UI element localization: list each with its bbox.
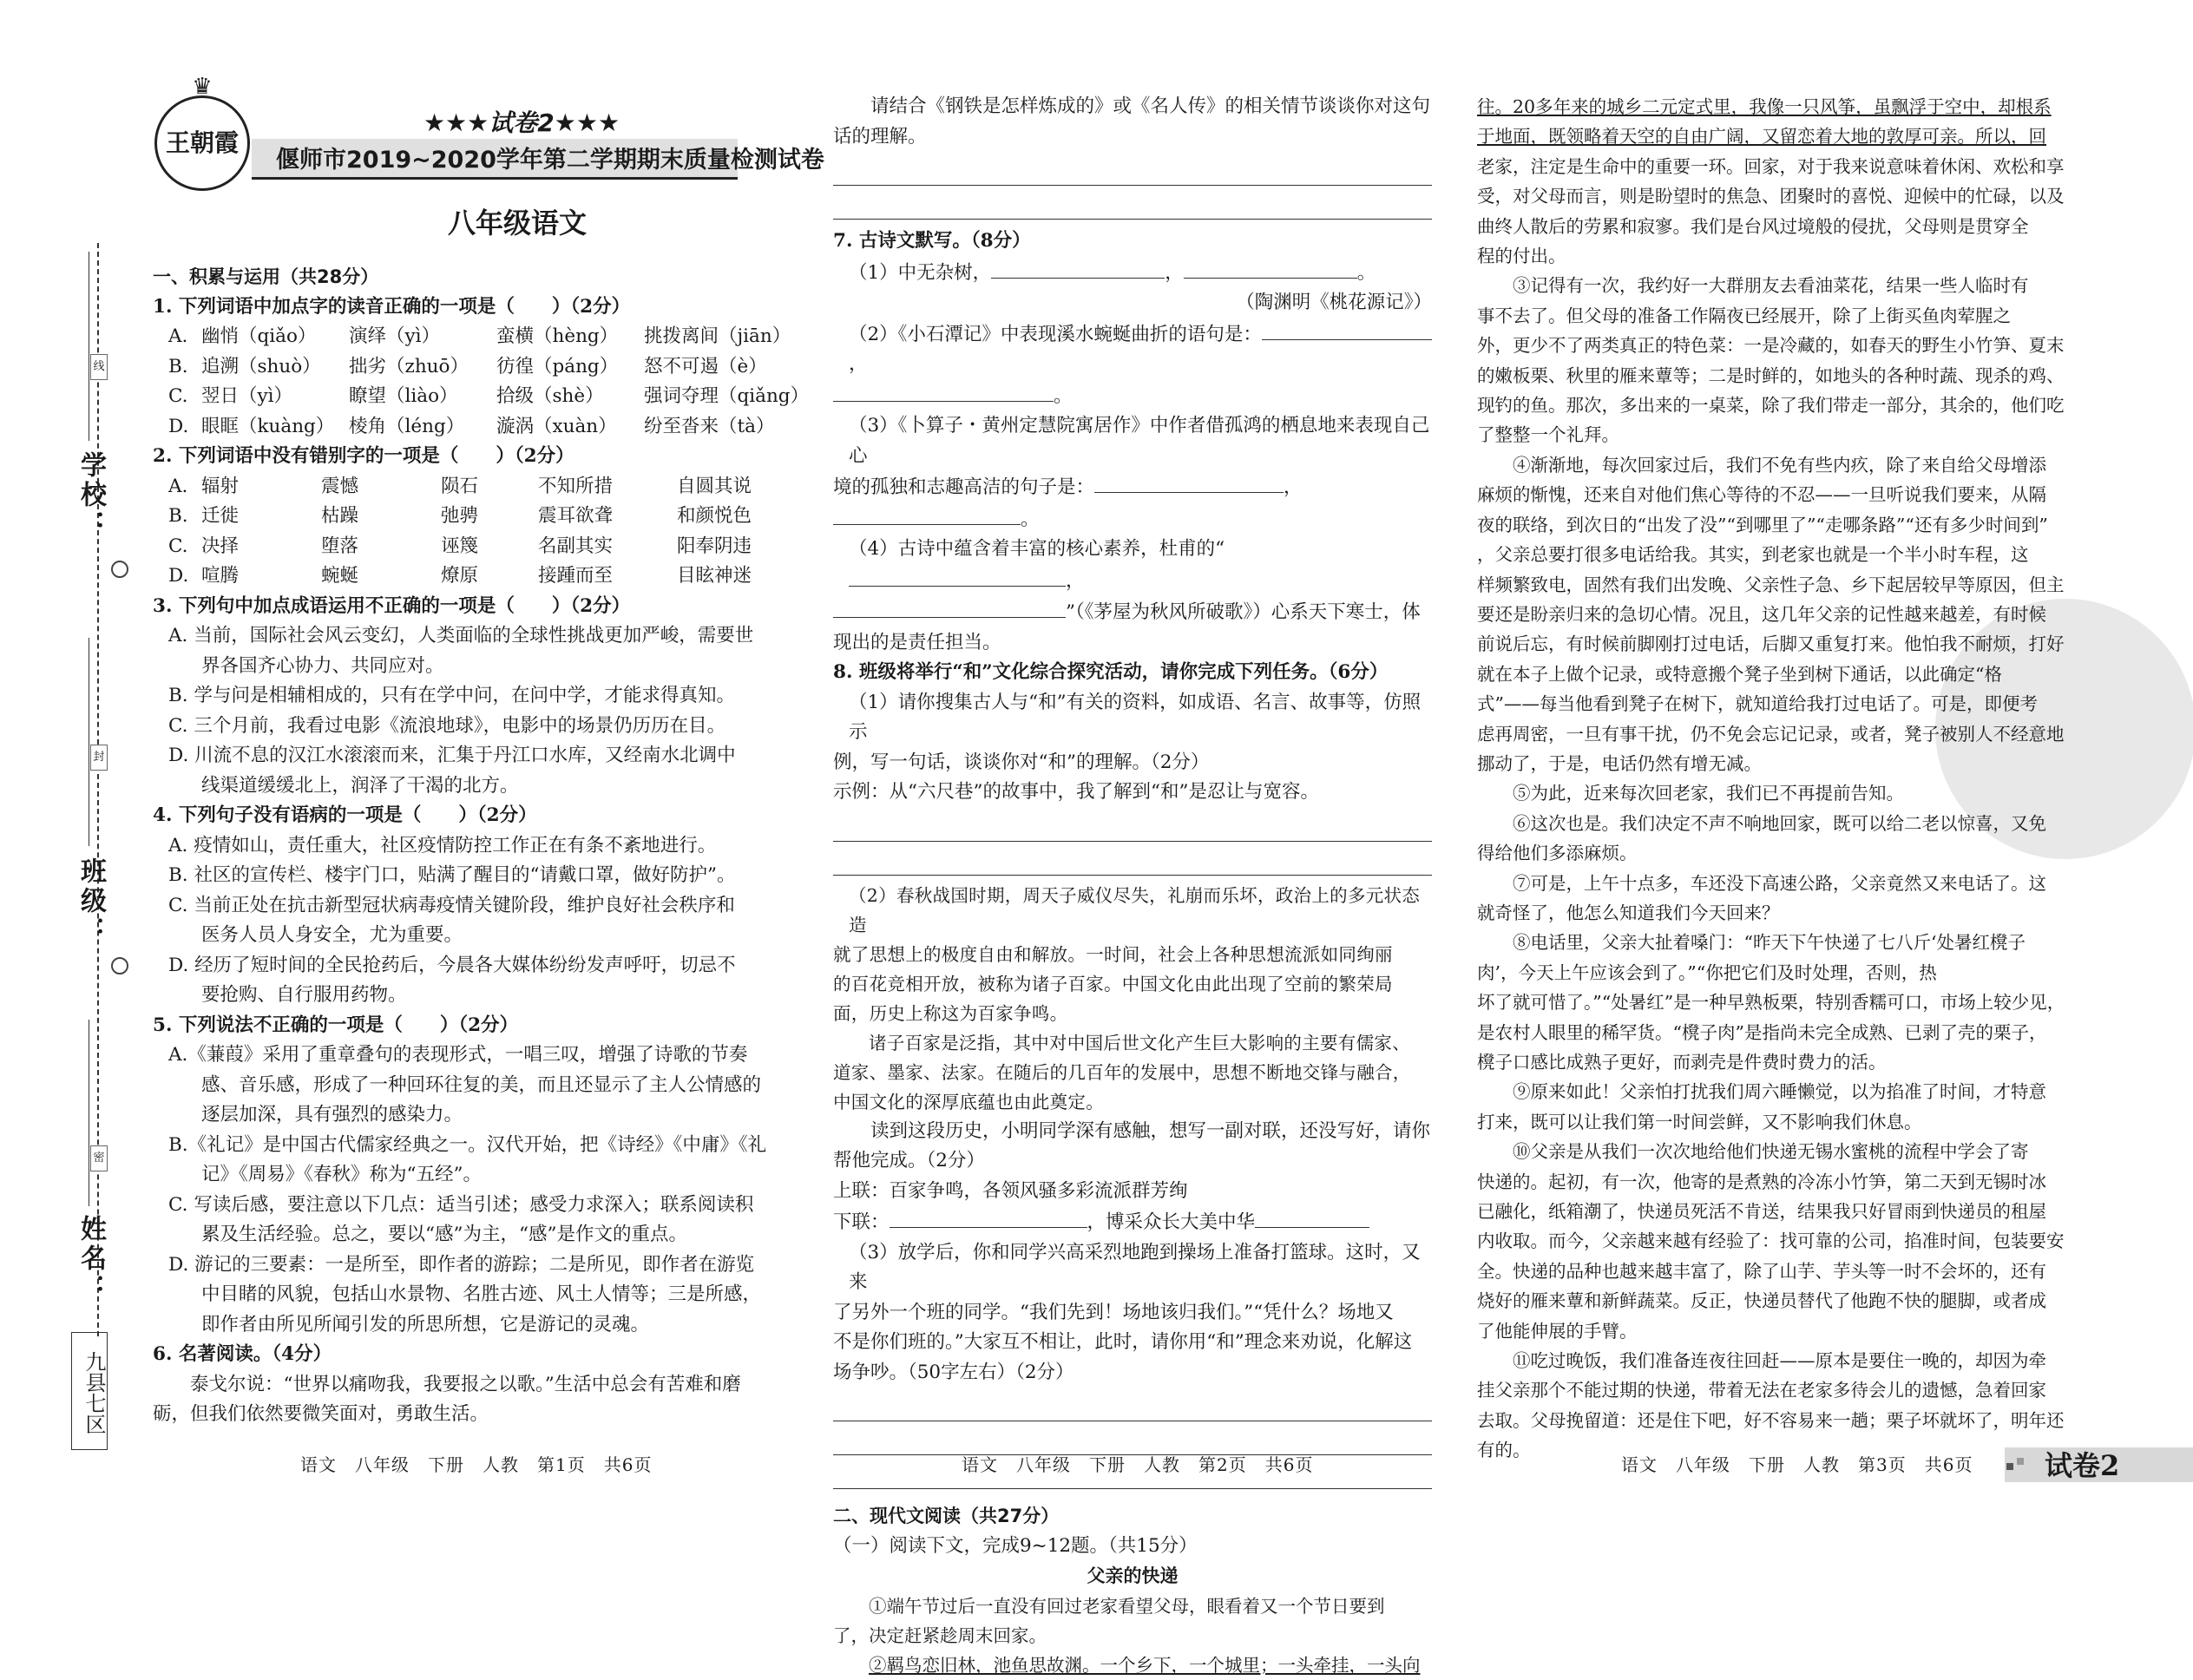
article-line: 挪动了，于是，电话仍然有增无减。: [1477, 752, 1762, 774]
option-word: 自圆其说: [677, 475, 752, 497]
answer-line[interactable]: [833, 186, 1432, 220]
answer-line[interactable]: [833, 808, 1432, 842]
blank-field[interactable]: [890, 1206, 1087, 1228]
article-line: ③记得有一次，我约好一大群朋友去看油菜花，结果一些人临时有: [1513, 275, 2029, 297]
article-line: 了整整一个礼拜。: [1477, 424, 1619, 446]
q3-option-d[interactable]: D. 川流不息的汉江水滚滚而来，汇集于丹江口水库，又经南水北调中: [168, 745, 736, 766]
q3-option-a-cont: 界各国齐心协力、共同应对。: [201, 654, 444, 677]
option-letter: B.: [168, 505, 188, 527]
q4-option-a[interactable]: A. 疫情如山，责任重大，社区疫情防控工作正在有条不紊地进行。: [168, 834, 717, 856]
brand-logo: [154, 74, 250, 191]
article-line: 是农村人眼里的稀罕货。“櫈子肉”是指尚未完全成熟、已剥了壳的栗子，: [1477, 1021, 2047, 1043]
option-word: 枯躁: [321, 505, 359, 527]
article-paragraph: ①端午节过后一直没有回过老家看望父母，眼看着又一个节日要到: [869, 1595, 1385, 1617]
subject-title: 八年级语文: [447, 207, 587, 240]
q8-task-2-text: （2）春秋战国时期，周天子威仪尽失，礼崩而乐坏，政治上的多元状态造: [849, 884, 1421, 935]
article-line: 就奇怪了，他怎么知道我们今天回来？: [1477, 902, 1780, 923]
article-line: 了他能伸展的手臂。: [1477, 1320, 1638, 1342]
q3-option-d-cont: 线渠道缓缓北上，润泽了干渴的北方。: [201, 774, 519, 797]
q1-stem: 1. 下列词语中加点字的读音正确的一项是（ ）（2分）: [153, 295, 631, 318]
q8-task-1: （1）请你搜集古人与“和”有关的资料，如成语、名言、故事等，仿照示: [849, 691, 1422, 743]
q3-option-c[interactable]: C. 三个月前，我看过电影《流浪地球》，电影中的场景仍历历在目。: [168, 714, 726, 737]
q6-prompt: 请结合《钢铁是怎样炼成的》或《名人传》的相关情节谈谈你对这句: [870, 95, 1431, 117]
blank-field[interactable]: [849, 565, 1066, 587]
article-line: ④渐渐地，每次回家过后，我们不免有些内疚，除了来自给父母增添: [1513, 454, 2046, 476]
article-line: 曲终人散后的劳累和寂寥。我们是台风过境般的侵扰，父母则是贯穿全: [1477, 215, 2029, 237]
paper-tag: ★★★试卷2★★★: [423, 108, 620, 137]
option-word: 迁徙: [201, 505, 240, 527]
q5-option-a-cont: 感、音乐感，形成了一种回环往复的美，而且还显示了主人公情感的: [201, 1073, 762, 1096]
q7-item-1-text: （1）中无杂树，: [849, 261, 992, 284]
answer-line[interactable]: [833, 842, 1432, 876]
article-line: 烧好的雁来蕈和新鲜蔬菜。反正，快递员替代了他跑不快的腿脚，或者成: [1477, 1290, 2046, 1312]
article-line: ⑩父亲是从我们一次次地给他们快递无锡水蜜桃的流程中学会了寄: [1513, 1141, 2029, 1163]
article-line: 外，更少不了两类真正的特色菜：一是冷藏的，如春天的野生小竹笋、夏末: [1477, 335, 2065, 357]
q2-option-d[interactable]: [153, 561, 821, 592]
blank-field[interactable]: [833, 380, 1054, 402]
article-line: 已融化，纸箱潮了，快递员死活不肯送，结果我只好冒雨到快递员的租屋: [1477, 1201, 2046, 1223]
article-line: ，父亲总要打很多电话给我。其实，到老家也就是一个半小时车程，这: [1477, 544, 2029, 566]
page-footer-1: 语文 八年级 下册 人教 第1页 共6页: [300, 1454, 653, 1475]
q7-item-4-cont: [833, 596, 1432, 628]
article-line: 内收取。而今，父亲越来越有经验了：找可靠的公司，掐准时间，包装要安: [1477, 1230, 2065, 1252]
article-line: 快递的。起初，有一次，他寄的是煮熟的冷冻小竹笋，第二天到无锡时冰: [1477, 1171, 2046, 1192]
option-word: 震憾: [321, 475, 359, 497]
q8-task-2-text: 就了思想上的极度自由和解放。一时间，社会上各种思想流派如同绚丽: [833, 943, 1393, 965]
option-word: 接踵而至: [538, 565, 614, 587]
article-line: 得给他们多添麻烦。: [1477, 843, 1638, 864]
q7-item-3-text: 境的孤独和志趣高洁的句子是：: [833, 476, 1095, 498]
option-letter: C.: [168, 535, 188, 557]
binding-hole-icon: [111, 957, 128, 975]
q5-option-a-cont: 逐层加深，具有强烈的感染力。: [201, 1104, 463, 1125]
option-word: 追溯（shuò）: [201, 355, 321, 377]
option-word: 怒不可遏（è）: [644, 355, 767, 377]
option-word: 阳奉阴违: [677, 535, 752, 557]
binding-hole-icon: [111, 561, 128, 578]
column-1: [153, 262, 821, 1430]
article-line: 程的付出。: [1477, 246, 1566, 267]
q4-option-d-cont: 要抢购、自行服用药物。: [201, 984, 407, 1006]
article-line: 前说后忘，有时候前脚刚打过电话，后脚又重复打来。他怕我不耐烦，打好: [1477, 633, 2065, 655]
answer-line[interactable]: [833, 152, 1432, 186]
option-word: 瞭望（liào）: [349, 385, 458, 407]
q7-item-2-cont: 。: [833, 380, 1432, 412]
option-word: 震耳欲聋: [538, 505, 614, 527]
article-line: 有的。: [1477, 1440, 1531, 1461]
blank-field[interactable]: [833, 596, 1066, 618]
q7-item-4-text: （4）古诗中蕴含着丰富的核心素养，杜甫的“: [849, 538, 1225, 560]
article-line: 去取。父母挽留道：还是住下吧，好不容易来一趟；栗子坏就坏了，明年还: [1477, 1409, 2065, 1431]
blank-field[interactable]: [1255, 1206, 1369, 1228]
q7-stem: 7. 古诗文默写。（8分）: [833, 230, 1031, 252]
article-line: 事不去了。但父母的准备工作隔夜已经展开，除了上街买鱼肉荤腥之: [1477, 305, 2011, 326]
q8-example: 示例：从“六尺巷”的故事中，我了解到“和”是忍让与宽容。: [833, 781, 1319, 803]
q5-option-b[interactable]: B.《礼记》是中国古代儒家经典之一。汉代开始，把《诗经》《中庸》《礼: [168, 1133, 767, 1156]
section-2-heading: 二、现代文阅读（共27分）: [833, 1506, 1060, 1526]
blank-field[interactable]: [991, 257, 1165, 279]
binding-dashed-line: [97, 243, 99, 1336]
couplet-upper: 上联：百家争鸣，各领风骚多彩流派群芳绚: [833, 1179, 1188, 1202]
article-line: 现钓的鱼。那次，多出来的一桌菜，除了我们带走一部分，其余的，他们吃: [1477, 395, 2065, 417]
article-body: [833, 1591, 1432, 1680]
blank-field[interactable]: [1184, 257, 1357, 279]
article-line: 打来，既可以让我们第一时间尝鲜，又不影响我们休息。: [1477, 1111, 1922, 1132]
reading-part-1: （一）阅读下文，完成9~12题。（共15分）: [833, 1534, 1198, 1557]
q8-task-1-cont: 例，写一句话，谈谈你对“和”的理解。（2分）: [833, 751, 1210, 773]
badge-dots-icon: [2006, 1456, 2027, 1473]
logo-text: 王朝霞: [165, 128, 239, 157]
seal-word-feng: 封: [90, 745, 108, 771]
q3-stem: 3. 下列句中加点成语运用不正确的一项是（ ）（2分）: [153, 594, 631, 617]
article-line: 挂父亲那个不能过期的快递，带着无法在老家多待会儿的遗憾，急着回家: [1477, 1380, 2046, 1401]
option-word: 目眩神迷: [677, 565, 752, 587]
article-paragraph: ②羁鸟恋旧林，池鱼思故渊。一个乡下，一个城里；一头牵挂，一头向: [869, 1654, 1421, 1676]
q8-task-3-cont: 不是你们班的。”大家互不相让，此时，请你用“和”理念来劝说，化解这: [833, 1331, 1413, 1353]
option-word: 挑拨离间（jiān）: [644, 325, 791, 347]
option-word: 拙劣（zhuō）: [349, 355, 469, 377]
q1-option-a[interactable]: [153, 322, 821, 352]
q5-stem: 5. 下列说法不正确的一项是（ ）（2分）: [153, 1014, 519, 1036]
q6-prompt-cont: 话的理解。: [833, 125, 927, 148]
option-letter: A.: [168, 325, 188, 347]
q8-task-3: （3）放学后，你和同学兴高采烈地跑到操场上准备打篮球。这时，又来: [849, 1241, 1421, 1293]
article-line: ⑪吃过晚饭，我们准备连夜往回赶——原本是要住一晚的，却因为牵: [1513, 1350, 2046, 1372]
option-word: 名副其实: [538, 535, 614, 557]
option-word: 幽悄（qiǎo）: [201, 325, 317, 347]
option-word: 堕落: [321, 535, 359, 557]
q2-option-b[interactable]: [153, 502, 821, 532]
q6-passage-cont: 砺，但我们依然要微笑面对，勇敢生活。: [153, 1403, 489, 1425]
q4-option-c[interactable]: C. 当前正处在抗击新型冠状病毒疫情关键阶段，维护良好社会秩序和: [168, 894, 735, 916]
q6-passage: 泰戈尔说：“世界以痛吻我，我要报之以歌。”生活中总会有苦难和磨: [190, 1373, 741, 1395]
q4-option-d[interactable]: D. 经历了短时间的全民抢药后，今晨各大媒体纷纷发声呼吁，切忌不: [168, 954, 736, 976]
column-2: [833, 92, 1432, 1680]
q8-task-2-prompt: 读到这段历史，小明同学深有感触，想写一副对联，还没写好，请你: [870, 1119, 1431, 1142]
couplet-lower-text: ，博采众长大美中华: [1087, 1211, 1256, 1233]
q7-item-4-text: ”（《茅屋为秋风所破歌》）心系天下寒士，体: [1066, 601, 1421, 623]
article-line: 受，对父母而言，则是盼望时的焦急、团聚时的喜悦、迎候中的忙碌，以及: [1477, 186, 2065, 207]
q5-option-d-cont: 即作者由所见所闻引发的所思所想，它是游记的灵魂。: [201, 1313, 650, 1335]
article-paragraph: 了，决定赶紧趁周末回家。: [833, 1624, 1047, 1646]
option-word: 彷徨（páng）: [496, 355, 619, 377]
option-word: 决择: [201, 535, 240, 557]
article-line: 的嫩板栗、秋里的雁来蕈等；二是时鲜的，如地头的各种时蔬、现杀的鸡、: [1477, 364, 2065, 386]
option-word: 喧腾: [201, 565, 240, 587]
q4-stem: 4. 下列句子没有语病的一项是（ ）（2分）: [153, 804, 537, 826]
article-line: 夜的联络，到次日的“出发了没”“到哪里了”“走哪条路”“还有多少时间到”: [1477, 514, 2048, 535]
option-letter: D.: [168, 565, 189, 587]
option-word: 辐射: [201, 475, 240, 497]
article-line: 全。快递的品种也越来越丰富了，除了山芋、芋头等一时不会坏的，还有: [1477, 1260, 2046, 1282]
q8-task-2-text: 面，历史上称这为百家争鸣。: [833, 1002, 1068, 1024]
q5-option-d[interactable]: D. 游记的三要素：一是所至，即作者的游踪；二是所见，即作者在游览: [168, 1253, 755, 1276]
option-word: 诬篾: [441, 535, 479, 557]
q5-option-b-cont: 记》《周易》《春秋》称为“五经”。: [201, 1164, 482, 1185]
article-line: ⑧电话里，父亲大扯着嗓门：“昨天下午快递了七八斤‘处暑红櫈子: [1513, 932, 2026, 954]
q5-option-c[interactable]: C. 写读后感，要注意以下几点：适当引述；感受力求深入；联系阅读积: [168, 1193, 754, 1216]
article-title: 父亲的快递: [1087, 1565, 1179, 1586]
crown-icon: ♛: [192, 74, 213, 100]
q2-stem: 2. 下列词语中没有错别字的一项是（ ）（2分）: [153, 445, 575, 467]
option-word: 翌日（yì）: [201, 385, 293, 407]
couplet-lower: [833, 1206, 1432, 1238]
q7-item-1-source: （陶渊明《桃花源记》）: [1236, 292, 1432, 313]
article-line: 于地面，既领略着天空的自由广阔，又留恋着大地的敦厚可亲。所以，回: [1477, 126, 2046, 148]
option-word: 弛骋: [441, 505, 479, 527]
option-word: 强词夺理（qiǎng）: [644, 385, 810, 407]
couplet-lower-label: 下联：: [833, 1211, 890, 1233]
article-line: 往。20多年来的城乡二元定式里，我像一只风筝，虽飘浮于空中，却根系: [1477, 96, 2052, 117]
q7-item-2: （2）《小石潭记》中表现溪水蜿蜒曲折的语句是：，: [833, 318, 1432, 380]
column-3: [1477, 92, 2098, 1466]
seal-word-mi: 密: [90, 1145, 108, 1171]
option-word: 纷至沓来（tà）: [644, 415, 775, 437]
q3-option-b[interactable]: B. 学与问是相辅相成的，只有在学中问，在问中学，才能求得真知。: [168, 685, 735, 706]
exam-title: 偃师市2019~2020学年第二学期期末质量检测试卷: [276, 147, 824, 174]
article-line: ⑥这次也是。我们决定不声不响地回家，既可以给二老以惊喜，又免: [1513, 812, 2046, 834]
q7-item-3: （3）《卜算子・黄州定慧院寓居作》中作者借孤鸿的栖息地来表现自己心: [849, 415, 1430, 467]
article-line: ⑤为此，近来每次回老家，我们已不再提前告知。: [1513, 783, 1904, 804]
q7-item-2-text: （2）《小石潭记》中表现溪水蜿蜒曲折的语句是：: [849, 323, 1262, 345]
name-label: 姓名：: [76, 1215, 106, 1303]
article-line: 麻烦的惭愧，还来自对他们焦心等待的不忍——一旦听说我们要来，从隔: [1477, 484, 2046, 506]
paper-badge: 试卷2: [2045, 1449, 2120, 1482]
article-line: 就在本子上做个记录，或特意搬个凳子坐到树下通话，以此确定“格: [1477, 663, 2002, 685]
option-word: 漩涡（xuàn）: [496, 415, 617, 437]
q1-option-b[interactable]: [153, 352, 821, 383]
school-label: 学校：: [76, 451, 106, 540]
option-word: 蛮横（hèng）: [496, 325, 619, 347]
q1-option-d[interactable]: [153, 412, 821, 443]
q8-task-3-cont: 了另外一个班的同学。“我们先到！场地该归我们。”“凭什么？场地又: [833, 1301, 1394, 1323]
q8-task-2-text: 的百花竞相开放，被称为诸子百家。中国文化由此出现了空前的繁荣局: [833, 973, 1393, 994]
q8-task-3-cont: 场争吵。（50字左右）（2分）: [833, 1361, 1074, 1383]
option-word: 和颜悦色: [677, 505, 752, 527]
q6-stem: 6. 名著阅读。（4分）: [153, 1343, 332, 1365]
article-line: 样频繁致电，固然有我们出发晚、父亲性子急、乡下起居较早等原因，但主: [1477, 574, 2065, 595]
option-word: 燎原: [441, 565, 479, 587]
option-word: 棱角（léng）: [349, 415, 465, 437]
article-line: ⑦可是，上午十点多，车还没下高速公路，父亲竟然又来电话了。这: [1513, 872, 2046, 894]
q5-option-c-cont: 累及生活经验。总之，要以“感”为主，“感”是作文的重点。: [201, 1224, 687, 1245]
option-word: 演绎（yì）: [349, 325, 441, 347]
q8-task-2-text: 中国文化的深厚底蕴也由此奠定。: [833, 1091, 1104, 1112]
blank-field[interactable]: [1094, 471, 1284, 493]
class-label: 班级：: [76, 857, 106, 946]
article-line: 坏了就可惜了。”“处暑红”是一种早熟板栗，特别香糯可口，市场上较少见，: [1477, 992, 2065, 1014]
answer-line[interactable]: [833, 1388, 1432, 1421]
q4-option-c-cont: 医务人员人身安全，尤为重要。: [201, 924, 463, 946]
option-word: 蜿蜒: [321, 565, 359, 587]
option-letter: B.: [168, 355, 188, 377]
q8-task-2-prompt-cont: 帮他完成。（2分）: [833, 1150, 985, 1171]
q1-option-c[interactable]: [153, 382, 821, 412]
q8-task-2-text: 诸子百家是泛指，其中对中国后世文化产生巨大影响的主要有儒家、: [869, 1032, 1410, 1053]
article-line: 虑再周密，一旦有事干扰，仍不免会忘记记录，或者，凳子被别人不经意地: [1477, 723, 2065, 745]
article-line: 要还是盼亲归来的急切心情。况且，这几年父亲的记性越来越差，有时候: [1477, 603, 2046, 625]
page-footer-2: 语文 八年级 下册 人教 第2页 共6页: [962, 1454, 1314, 1475]
option-word: 陨石: [441, 475, 479, 497]
blank-field[interactable]: [1262, 318, 1432, 340]
option-letter: D.: [168, 415, 189, 437]
q8-task-2: [833, 881, 1432, 1117]
q5-option-d-cont: 中目睹的风貌，包括山水景物、名胜古迹、风土人情等；三是所感，: [201, 1283, 762, 1305]
blank-field[interactable]: [833, 503, 1021, 525]
q2-option-c[interactable]: [153, 532, 821, 562]
article-line: 櫈子口感比成熟子更好，而剥壳是件费时费力的活。: [1477, 1052, 1887, 1073]
q7-item-1: （1）中无杂树， ， 。: [833, 257, 1432, 289]
option-word: 拾级（shè）: [496, 385, 604, 407]
q8-stem: 8. 班级将举行“和”文化综合探究活动，请你完成下列任务。（6分）: [833, 661, 1389, 683]
q3-option-a[interactable]: A. 当前，国际社会风云变幻，人类面临的全球性挑战更加严峻，需要世: [168, 625, 754, 646]
q4-option-b[interactable]: B. 社区的宣传栏、楼宇门口，贴满了醒目的“请戴口罩，做好防护”。: [168, 864, 736, 886]
article-line: 肉’，今天上午应该会到了。”“你把它们及时处理，否则，热: [1477, 961, 1937, 983]
option-letter: A.: [168, 475, 188, 497]
article-line: 老家，注定是生命中的重要一环。回家，对于我来说意味着休闲、欢松和享: [1477, 155, 2065, 177]
q2-option-a[interactable]: [153, 472, 821, 502]
q7-item-4-end: 现出的是责任担当。: [833, 631, 1001, 653]
q7-item-4: （4）古诗中蕴含着丰富的核心素养，杜甫的“，: [849, 538, 1225, 592]
option-letter: C.: [168, 385, 188, 407]
page-footer-3: 语文 八年级 下册 人教 第3页 共6页: [1621, 1454, 1973, 1475]
region-tag: 九县七区: [71, 1332, 108, 1450]
section-1-heading: 一、积累与运用（共28分）: [153, 266, 379, 287]
seal-word-xian: 线: [90, 354, 108, 380]
q5-option-a[interactable]: A.《蒹葭》采用了重章叠句的表现形式，一唱三叹，增强了诗歌的节奏: [168, 1044, 748, 1066]
q7-item-3-cont: 境的孤独和志趣高洁的句子是： ，。: [833, 471, 1432, 535]
q8-task-2-text: 道家、墨家、法家。在随后的几百年的发展中，思想不断地交锋与融合，: [833, 1061, 1411, 1083]
option-word: 眼眶（kuàng）: [201, 415, 335, 437]
article-line: ⑨原来如此！父亲怕打扰我们周六睡懒觉，以为掐准了时间，才特意: [1513, 1081, 2046, 1103]
option-word: 不知所措: [538, 475, 614, 497]
article-line: 式”——每当他看到凳子在树下，就知道给我打过电话了。可是，即便考: [1477, 693, 2038, 715]
